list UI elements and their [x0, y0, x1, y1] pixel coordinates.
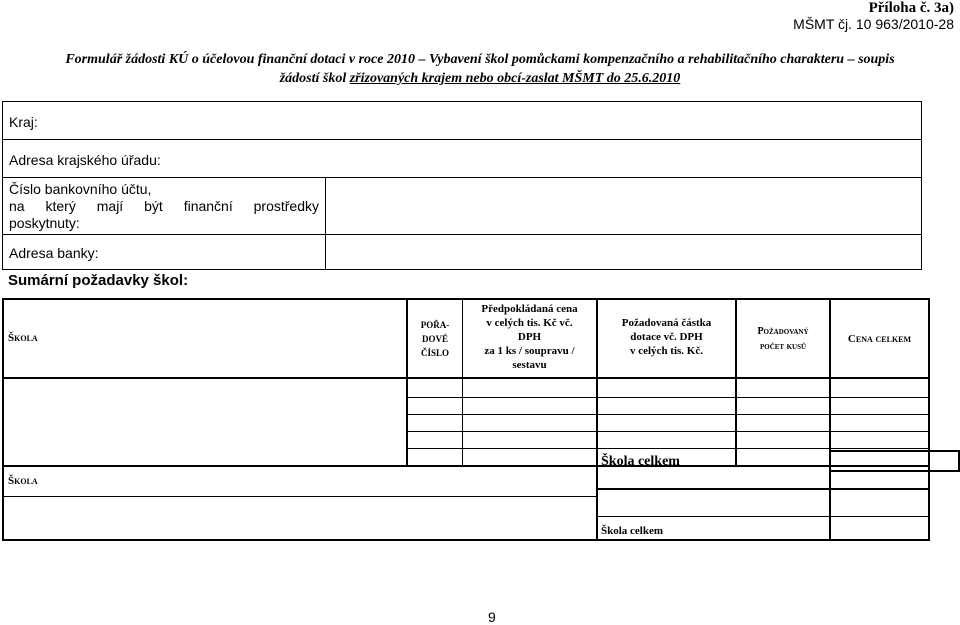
grid-row-1	[406, 397, 930, 398]
header-cena-5: sestavu	[512, 359, 547, 371]
table-right-border	[928, 298, 930, 541]
grid-row-3	[406, 431, 930, 432]
header-skola: Škola	[8, 332, 38, 344]
school-row-bottom	[2, 496, 597, 497]
header-cena-2: v celých tis. Kč vč.	[486, 317, 573, 329]
label-ucet-1: Číslo bankovního účtu,	[9, 181, 152, 197]
header-poradove-1: POŘA-	[420, 320, 450, 330]
header-pozadovana-castka	[598, 316, 735, 358]
outer-line-2	[829, 470, 960, 472]
skola-celkem-large: Škola celkem	[601, 454, 680, 469]
school-row-top	[2, 465, 930, 467]
label-adresa-banky: Adresa banky:	[9, 245, 99, 261]
page-number: 9	[488, 609, 496, 625]
table-bottom-border	[2, 539, 930, 541]
outer-line-1	[829, 450, 960, 452]
celkem-row-line	[596, 488, 930, 490]
grid-row-2	[406, 414, 930, 415]
label-ucet-3: poskytnuty:	[9, 215, 80, 231]
skola-celkem-small: Škola celkem	[601, 525, 664, 537]
header-pozadovany-pocet	[737, 324, 829, 354]
header-bottom-border	[2, 377, 930, 379]
header-castka-2: dotace vč. DPH	[630, 331, 703, 343]
header-poradove-3: ČÍSLO	[420, 348, 449, 358]
label-kraj: Kraj:	[9, 114, 38, 130]
header-predpokladana-cena	[463, 302, 596, 372]
header-pocet-2: počet kusů	[759, 341, 807, 352]
title-line-2b: zřizovaných krajem nebo obcí-zaslat MŠMT do 25.6.2010	[349, 71, 681, 86]
label-ucet-2: na který mají být finanční prostředky	[9, 198, 319, 214]
table-left-border	[2, 298, 4, 541]
celkem-row-line-2	[596, 516, 930, 517]
header-poradove-cislo	[408, 318, 462, 360]
title-line-1: Formulář žádosti KÚ o účelovou finanční dotaci v roce 2010 – Vybavení škol pomůckami kompenzačního a rehabilitačního charakteru – soupis	[65, 52, 895, 67]
reference-number: MŠMT čj. 10 963/2010-28	[793, 16, 954, 32]
header-cena-1: Předpokládaná cena	[481, 303, 578, 315]
header-cena-4: za 1 ks / soupravu /	[484, 345, 575, 357]
grid-row-4	[406, 448, 930, 449]
row-skola-label: Škola	[8, 475, 38, 487]
header-cena-3: DPH	[517, 331, 542, 343]
label-adresa-uradu: Adresa krajského úřadu:	[9, 152, 161, 168]
header-pocet-1: Požadovaný	[757, 326, 809, 337]
header-poradove-2: DOVÉ	[421, 334, 448, 344]
attachment-label: Příloha č. 3a)	[868, 0, 954, 16]
summary-label: Sumární požadavky škol:	[8, 272, 189, 289]
title-line-2a: žádostí škol	[279, 71, 350, 86]
header-cena-celkem: Cena celkem	[847, 333, 912, 345]
header-castka-3: v celých tis. Kč.	[629, 345, 703, 357]
table-top-border	[2, 298, 930, 300]
header-castka-1: Požadovaná částka	[621, 317, 712, 329]
